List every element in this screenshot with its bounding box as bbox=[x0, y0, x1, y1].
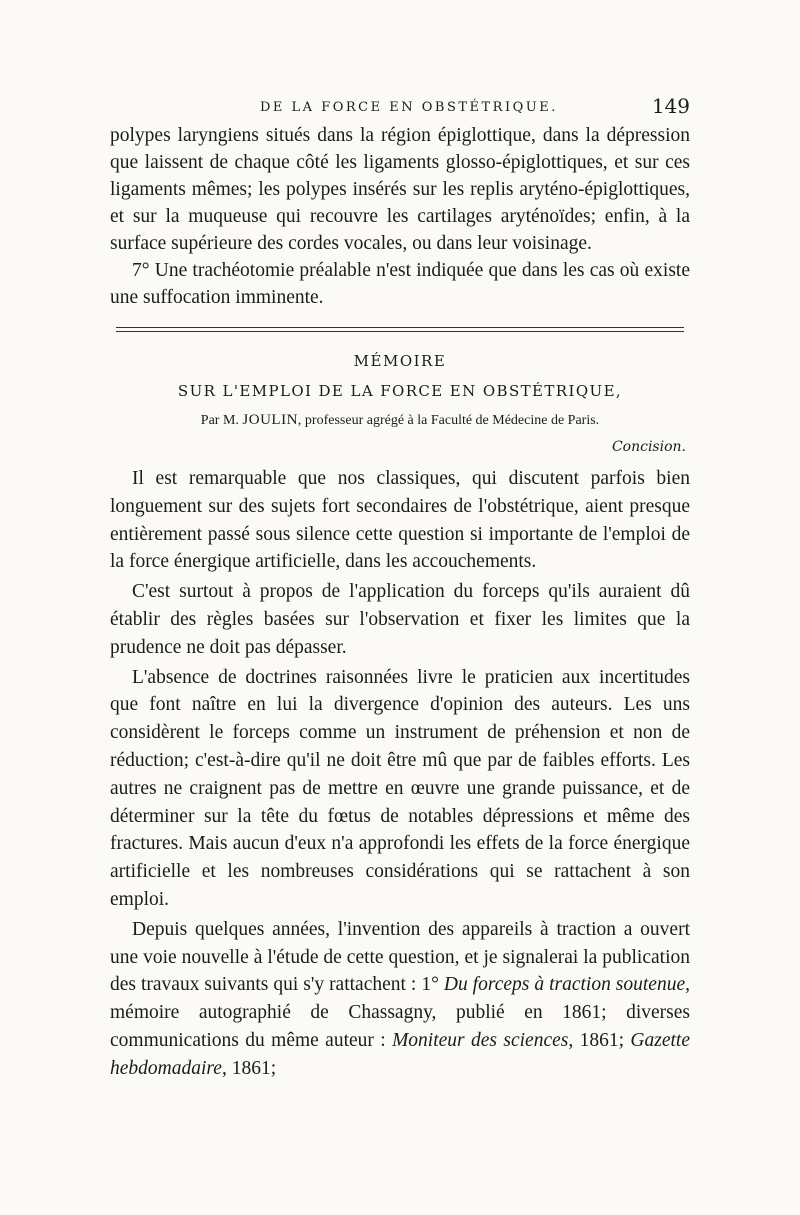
divider-rule-top bbox=[116, 327, 684, 328]
intro-paragraph-conclusion-7: 7° Une trachéotomie préalable n'est indiquée que dans les cas où existe une suffocation imminente. bbox=[110, 260, 690, 308]
section-divider bbox=[110, 327, 690, 332]
article-subject: SUR L'EMPLOI DE LA FORCE EN OBSTÉTRIQUE, bbox=[177, 382, 623, 400]
author-name: JOULIN bbox=[242, 412, 298, 428]
p4-text-mid1: , mémoire autographié de Chassagny, publié en 1861; diverses communications du même auteur : bbox=[110, 974, 690, 1051]
body-paragraph-1: Il est remarquable que nos classiques, qui discutent parfois bien longuement sur des sujets fort secondaires de l'obstétrique, aient presque entièrement passé sous silence cette question si importante de l'emploi de la force énergique artificielle, dans les accouchements. bbox=[110, 468, 690, 573]
running-head bbox=[110, 92, 690, 122]
p4-text-start: Depuis quelques années, l'invention des appareils à traction a ouvert une voie nouvelle à l'étude de cette question, et je signalerai la publication des travaux suivants qui s'y rattachent : 1° bbox=[110, 918, 690, 996]
author-prefix: Par M. bbox=[200, 413, 239, 428]
divider-rule-bottom bbox=[116, 331, 684, 332]
article-heading: MÉMOIRE bbox=[353, 352, 447, 370]
intro-paragraph-continued: polypes laryngiens situés dans la région épiglottique, dans la dépression que laissent de chaque côté les ligaments glosso-épiglottiques, et sur ces ligaments mêmes; les polypes insérés sur les replis aryténo-épiglottiques, et sur la muqueuse qui recouvre les cartilages aryténoïdes; enfin, à la surface supérieure des cordes vocales, ou dans leur voisinage. bbox=[110, 125, 690, 254]
section-label-concision: Concision. bbox=[611, 439, 686, 455]
p4-text-mid2: , 1861; bbox=[568, 1029, 631, 1051]
running-title: DE LA FORCE EN OBSTÉTRIQUE. bbox=[260, 100, 558, 115]
body-paragraph-2: C'est surtout à propos de l'application du forceps qu'ils auraient dû établir des règles basées sur l'observation et fixer les limites que la prudence ne doit pas dépasser. bbox=[110, 581, 690, 658]
body-paragraph-4 bbox=[110, 916, 690, 1083]
body-paragraph-3: L'absence de doctrines raisonnées livre le praticien aux incertitudes que font naître en lui la divergence d'opinion des auteurs. Les uns considèrent le forceps comme un instrument de préhension et non de réduction; c'est-à-dire qu'il ne doit être mû que par de faibles efforts. Les autres ne craignent pas de mettre en œuvre une grande puissance, et de déterminer sur la tête du fœtus de notables dépressions et même des fractures. Mais aucun d'eux n'a approfondi les effets de la force énergique artificielle et les nombreuses considérations qui se rattachent à son emploi. bbox=[110, 666, 690, 910]
p4-title-moniteur: Moniteur des sciences bbox=[392, 1029, 569, 1051]
author-affiliation: , professeur agrégé à la Faculté de Médecine de Paris. bbox=[297, 413, 600, 428]
page-number: 149 bbox=[651, 94, 690, 118]
p4-text-end: , 1861; bbox=[221, 1057, 277, 1079]
article-byline bbox=[110, 412, 690, 429]
book-page bbox=[110, 92, 690, 1083]
p4-title-gazette: Gazette hebdomadaire bbox=[110, 1029, 690, 1079]
p4-title-forceps: Du forceps à traction soutenue bbox=[443, 974, 686, 996]
